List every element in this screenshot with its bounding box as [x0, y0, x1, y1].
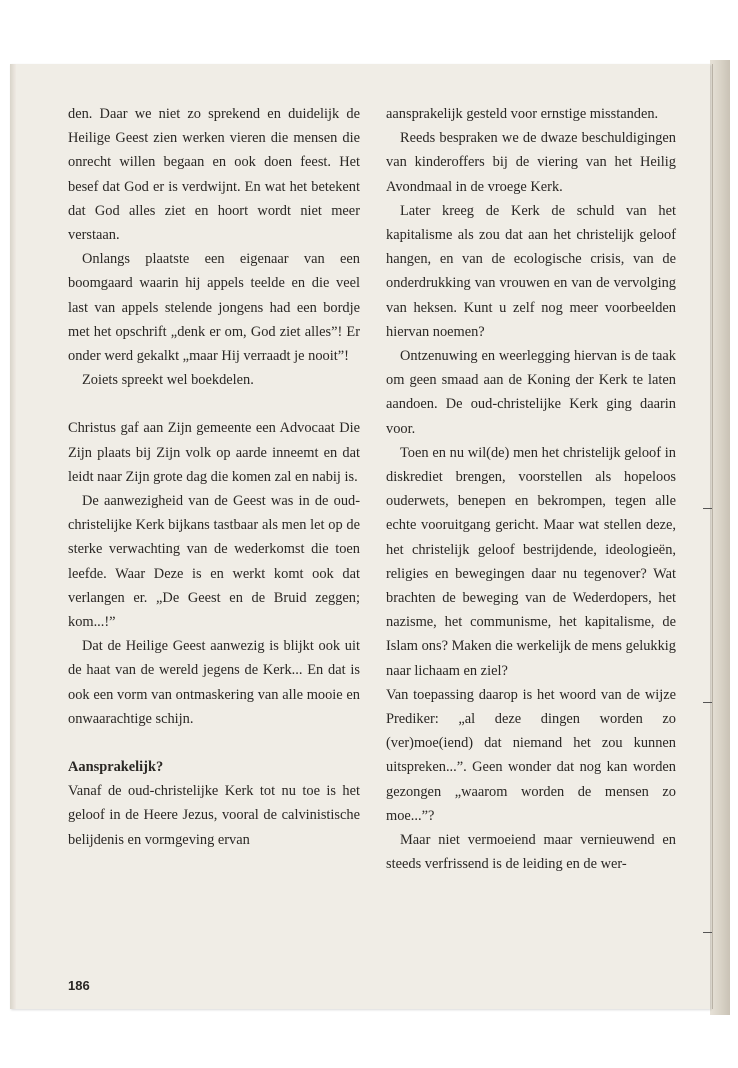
left-column — [68, 102, 360, 852]
paragraph: aansprakelijk gesteld voor ernstige misstanden. — [386, 106, 659, 122]
page-number: 186 — [68, 978, 90, 993]
paragraph: Maar niet vermoeiend maar vernieuwend en steeds verfrissend is de leiding en de wer- — [386, 832, 676, 873]
paragraph: Van toepassing daarop is het woord van de wijze Prediker: „al deze dingen worden zo (ver)moe(iend) dat niemand het zou kunnen uitspreken...”. Geen wonder dat nog kan worden gezongen „waarom worden de mensen zo moe...”? — [386, 686, 676, 824]
margin-tick — [703, 932, 712, 933]
paragraph: den. Daar we niet zo sprekend en duidelijk de Heilige Geest zien werken vieren die mensen die onrecht willen begaan en ook doen feest. Het besef dat God er is verdwijnt. En wat het betekent dat God alles ziet en hoort wordt niet meer verstaan. — [68, 106, 360, 244]
paragraph: Reeds bespraken we de dwaze beschuldigingen van kinderoffers bij de viering van het Heilig Avondmaal in de vroege Kerk. — [386, 130, 676, 195]
paragraph: Onlangs plaatste een eigenaar van een boomgaard waarin hij appels teelde en die veel last van appels stelende jongens had een bordje met het opschrift „denk er om, God ziet alles”! Er onder werd gekalkt „maar Hij verraadt je nooit”! — [68, 251, 360, 365]
page-fold-line — [712, 64, 713, 1009]
page-edge-stack — [710, 60, 730, 1015]
paragraph: Later kreeg de Kerk de schuld van het kapitalisme als zou dat aan het christelijk geloof hangen, en van de ecologische crisis, van de onderdrukking van vrouwen en van de vervolging van heksen. Kunt u zelf nog meer voorbeelden hiervan noemen? — [386, 202, 676, 340]
margin-tick — [703, 702, 712, 703]
binding-shadow — [10, 64, 16, 1009]
paragraph: Vanaf de oud-christelijke Kerk tot nu toe is het geloof in de Heere Jezus, vooral de calvinistische belijdenis en vormgeving ervan — [68, 783, 360, 848]
paragraph: Dat de Heilige Geest aanwezig is blijkt ook uit de haat van de wereld jegens de Kerk... En dat is ook een vorm van ontmaskering van alle mooie en onwaarachtige schijn. — [68, 638, 360, 727]
paragraph: Zoiets spreekt wel boekdelen. — [82, 372, 254, 389]
paragraph: Ontzenuwing en weerlegging hiervan is de taak om geen smaad aan de Koning der Kerk te laten aandoen. De oud-christelijke Kerk ging daarin voor. — [386, 348, 676, 437]
paragraph: Toen en nu wil(de) men het christelijk geloof in diskrediet brengen, voorstellen als hopeloos ouderwets, benepen en bekrompen, tegen alle echte vooruitgang gericht. Maar wat stellen deze, het christelijk geloof bestrijdende, ideologieën, religies en bewegingen daar nu tegenover? Wat brachten de beweging van de Wederdopers, het nazisme, het communisme, het kapitalisme, de Islam ons? Maken die werkelijk de mens gelukkig naar lichaam en ziel? — [386, 444, 676, 679]
paragraph: De aanwezigheid van de Geest was in de oud-christelijke Kerk bijkans tastbaar als men let op de sterke verwachting van de wederkomst die toen leefde. Waar Deze is en werkt komt ook dat verlangen er. „De Geest en de Bruid zeggen; kom...!” — [68, 493, 360, 631]
section-heading: Aansprakelijk? — [68, 759, 164, 776]
paragraph: Christus gaf aan Zijn gemeente een Advocaat Die Zijn plaats bij Zijn volk op aarde inneemt en dat leidt naar Zijn grote dag die komen zal en nabij is. — [68, 420, 360, 485]
right-column — [386, 102, 676, 877]
margin-tick — [703, 508, 712, 509]
